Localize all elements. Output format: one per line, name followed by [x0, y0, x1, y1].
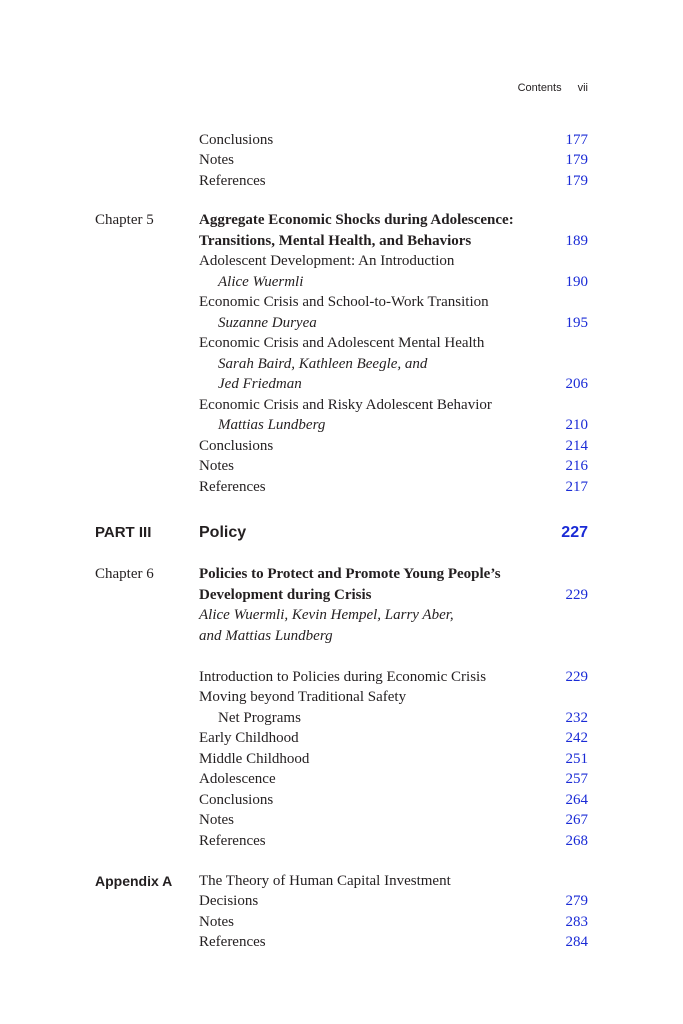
toc-title: References [199, 934, 266, 950]
toc-title: Adolescence [199, 771, 276, 787]
appendix-label: Appendix A [95, 873, 173, 889]
toc-entry[interactable] [0, 150, 683, 170]
toc-page[interactable]: 195 [565, 315, 588, 331]
chapter-heading[interactable] [0, 210, 683, 230]
toc-page[interactable]: 210 [565, 417, 588, 433]
toc-author: Alice Wuermli [218, 274, 304, 290]
appendix-title-line: Decisions [199, 893, 259, 909]
toc-entry[interactable] [0, 932, 683, 952]
toc-entry[interactable] [0, 810, 683, 830]
toc-entry[interactable] [0, 687, 683, 707]
toc-page[interactable]: 268 [565, 833, 588, 849]
toc-entry[interactable] [0, 292, 683, 312]
toc-title: Notes [199, 152, 234, 168]
toc-title: Introduction to Policies during Economic Crisis [199, 669, 487, 685]
toc-entry[interactable] [0, 456, 683, 476]
toc-title: Conclusions [199, 438, 274, 454]
toc-title: Moving beyond Traditional Safety [199, 689, 407, 705]
toc-entry[interactable] [0, 769, 683, 789]
chapter-title-line: Policies to Protect and Promote Young People’s [199, 566, 501, 582]
appendix-title-line: The Theory of Human Capital Investment [199, 873, 451, 889]
toc-title: Economic Crisis and Risky Adolescent Behavior [199, 397, 492, 413]
toc-title: References [199, 479, 266, 495]
toc-page[interactable]: 179 [565, 152, 588, 168]
toc-page[interactable]: 229 [565, 669, 588, 685]
toc-page[interactable]: 267 [565, 812, 588, 828]
toc-page[interactable]: 279 [565, 893, 588, 909]
toc-page[interactable]: 242 [565, 730, 588, 746]
toc-entry-author-row[interactable] [0, 272, 683, 292]
toc-entry-author-row[interactable] [0, 415, 683, 435]
toc-entry[interactable] [0, 395, 683, 415]
toc-title: Economic Crisis and Adolescent Mental Health [199, 335, 485, 351]
toc-title: Notes [199, 458, 234, 474]
toc-entry-cont[interactable] [0, 708, 683, 728]
toc-title: Conclusions [199, 792, 274, 808]
toc-page[interactable]: 179 [565, 173, 588, 189]
toc-page[interactable]: 283 [565, 914, 588, 930]
toc-entry[interactable] [0, 831, 683, 851]
toc-title: Net Programs [218, 710, 301, 726]
toc-page[interactable]: 189 [565, 233, 588, 249]
toc-page[interactable]: 214 [565, 438, 588, 454]
toc-entry[interactable] [0, 477, 683, 497]
header-section: Contents [517, 82, 562, 94]
chapter-authors-row [0, 605, 683, 625]
chapter-title-line: Development during Crisis [199, 587, 372, 603]
appendix-heading-cont[interactable] [0, 891, 683, 911]
toc-title: Economic Crisis and School-to-Work Transition [199, 294, 489, 310]
toc-page[interactable]: 177 [565, 132, 588, 148]
toc-title: Adolescent Development: An Introduction [199, 253, 455, 269]
toc-entry[interactable] [0, 171, 683, 191]
toc-entry[interactable] [0, 912, 683, 932]
toc-author: Sarah Baird, Kathleen Beegle, and [218, 356, 428, 372]
toc-title: References [199, 833, 266, 849]
chapter-title-line: Transitions, Mental Health, and Behaviors [199, 233, 472, 249]
toc-title: Conclusions [199, 132, 274, 148]
toc-entry[interactable] [0, 251, 683, 271]
chapter-heading[interactable] [0, 564, 683, 584]
chapter-label: Chapter 6 [95, 566, 154, 582]
toc-entry[interactable] [0, 790, 683, 810]
toc-entry[interactable] [0, 130, 683, 150]
toc-page[interactable]: 206 [565, 376, 588, 392]
part-title: Policy [199, 524, 247, 541]
part-label: PART III [95, 524, 152, 541]
toc-page[interactable]: 264 [565, 792, 588, 808]
toc-title: Early Childhood [199, 730, 299, 746]
appendix-heading[interactable] [0, 871, 683, 891]
toc-page[interactable]: 229 [565, 587, 588, 603]
toc-entry-author-row[interactable] [0, 354, 683, 374]
toc-page[interactable]: 257 [565, 771, 588, 787]
toc-entry[interactable] [0, 667, 683, 687]
toc-page[interactable]: 190 [565, 274, 588, 290]
chapter-authors-row [0, 626, 683, 646]
toc-page[interactable]: 284 [565, 934, 588, 950]
toc-page[interactable]: 251 [565, 751, 588, 767]
toc-entry-author-row[interactable] [0, 313, 683, 333]
toc-author: Suzanne Duryea [218, 315, 317, 331]
running-header [518, 82, 588, 94]
chapter-heading-cont[interactable] [0, 231, 683, 251]
toc-title: Notes [199, 812, 234, 828]
chapter-heading-cont[interactable] [0, 585, 683, 605]
part-heading[interactable] [0, 523, 683, 543]
toc-title: References [199, 173, 266, 189]
toc-page[interactable]: 227 [561, 524, 588, 541]
toc-entry[interactable] [0, 333, 683, 353]
toc-title: Middle Childhood [199, 751, 310, 767]
toc-author: Jed Friedman [218, 376, 302, 392]
toc-entry-author-row[interactable] [0, 374, 683, 394]
toc-entry[interactable] [0, 728, 683, 748]
toc-page[interactable]: 217 [565, 479, 588, 495]
header-page-number: vii [577, 82, 588, 94]
toc-page[interactable]: 216 [565, 458, 588, 474]
toc-title: Notes [199, 914, 234, 930]
chapter-title-line: Aggregate Economic Shocks during Adolescence: [199, 212, 514, 228]
toc-author: Alice Wuermli, Kevin Hempel, Larry Aber, [199, 607, 454, 623]
chapter-label: Chapter 5 [95, 212, 154, 228]
toc-entry[interactable] [0, 436, 683, 456]
toc-page[interactable]: 232 [565, 710, 588, 726]
toc-author: and Mattias Lundberg [199, 628, 333, 644]
toc-author: Mattias Lundberg [218, 417, 326, 433]
toc-entry[interactable] [0, 749, 683, 769]
